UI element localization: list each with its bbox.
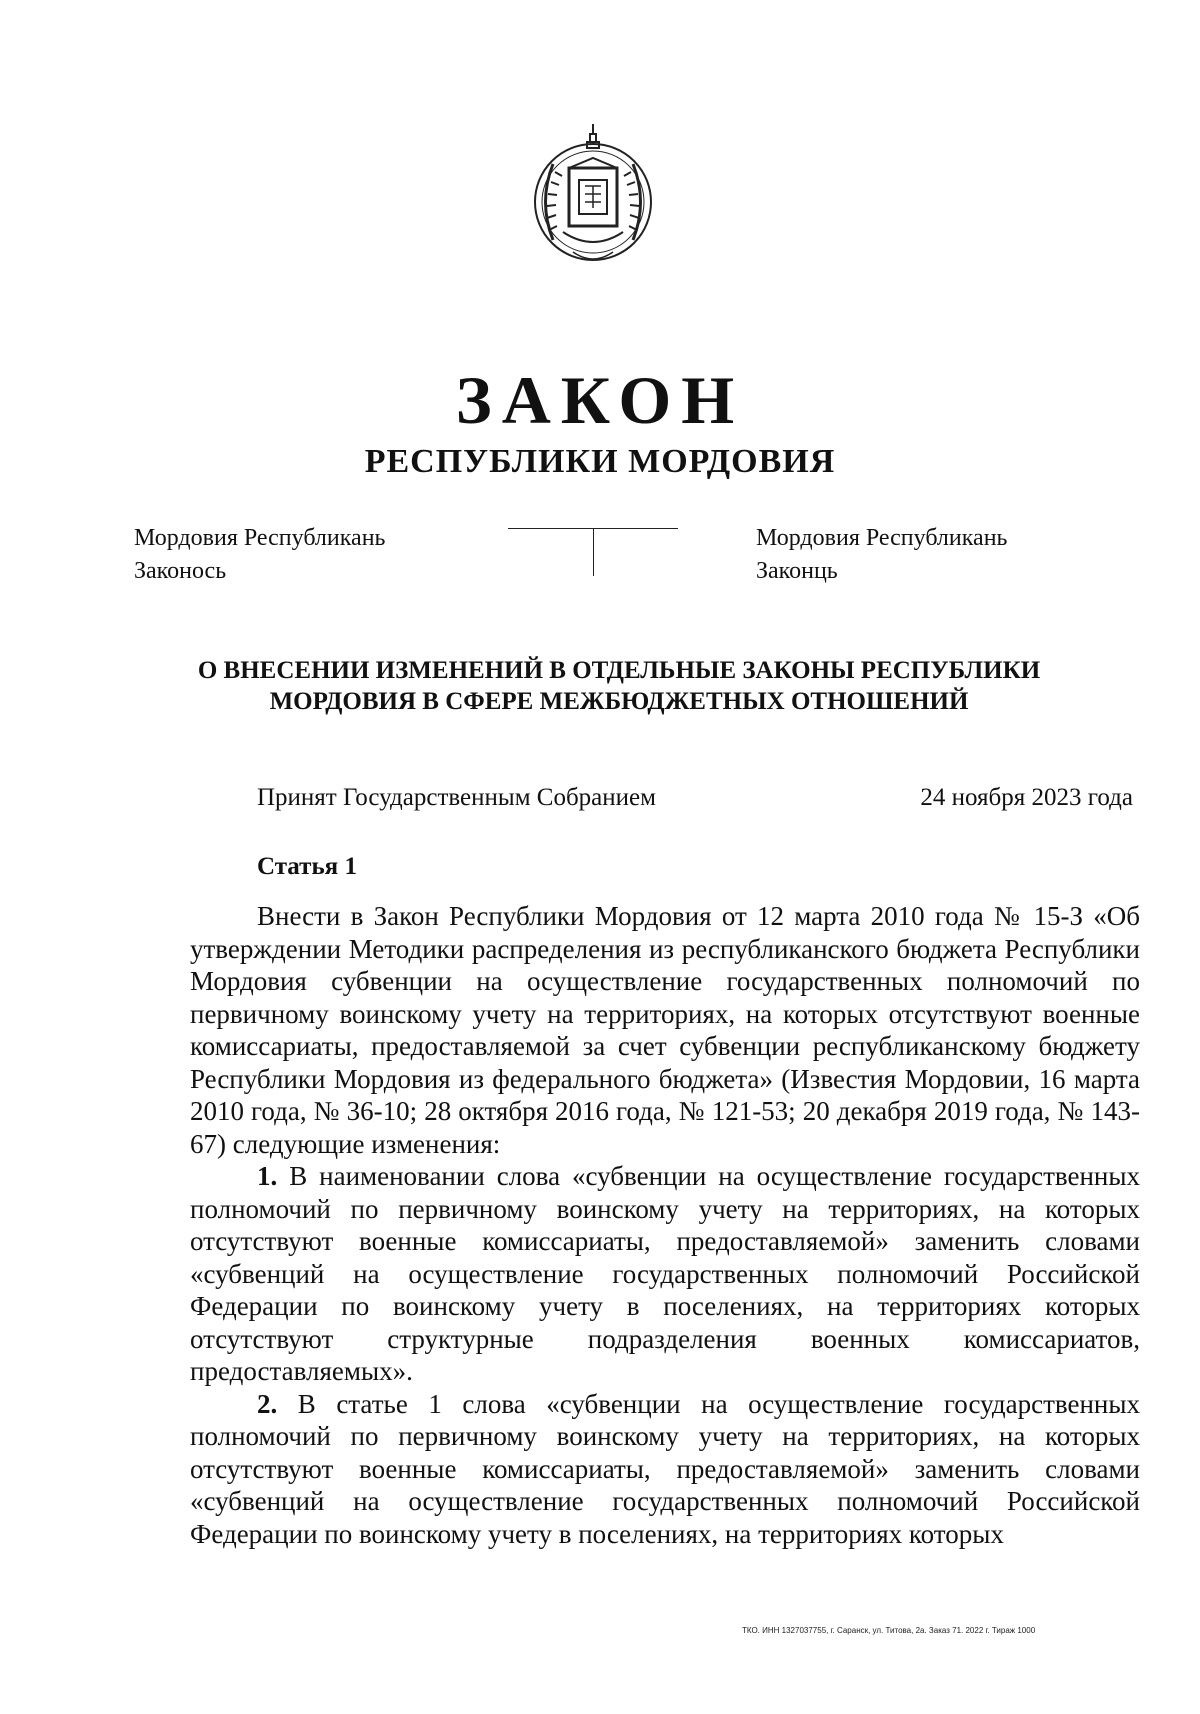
document-subtitle: РЕСПУБЛИКИ МОРДОВИЯ xyxy=(364,443,836,480)
article-item-1 xyxy=(190,1160,1140,1388)
law-name-line2: МОРДОВИЯ В СФЕРЕ МЕЖБЮДЖЕТНЫХ ОТНОШЕНИЙ xyxy=(269,688,969,715)
document-title: ЗАКОН xyxy=(455,362,745,438)
translation-right xyxy=(756,522,1007,588)
article-body xyxy=(190,900,1140,1550)
header-divider-vertical xyxy=(593,528,594,576)
item-number: 1. xyxy=(257,1161,278,1191)
adopted-by: Принят Государственным Собранием xyxy=(257,784,656,811)
law-name-line1: О ВНЕСЕНИИ ИЗМЕНЕНИЙ В ОТДЕЛЬНЫЕ ЗАКОНЫ РЕСПУБЛИКИ xyxy=(197,657,1041,684)
print-imprint: ТКО. ИНН 1327037755, г. Саранск, ул. Титова, 2а. Заказ 71. 2022 г. Тираж 1000 xyxy=(742,1626,1036,1635)
law-name xyxy=(160,655,1078,717)
adoption-date: 24 ноября 2023 года xyxy=(920,784,1133,811)
article-item-2 xyxy=(190,1388,1140,1551)
translation-left-line2: Законось xyxy=(134,558,227,584)
item-text: В наименовании слова «субвенции на осуществление государственных полномочий по первичному воинскому учету на территориях, на которых отсутствуют военные комиссариаты, предоставляемой» заменить словами «субвенций на осуществление государственных полномочий Российской Федерации по воинскому учету в поселениях, на территориях которых отсутствуют структурные подразделения военных комиссариатов, предоставляемых». xyxy=(190,1161,1141,1386)
translation-left xyxy=(134,522,385,588)
item-text: В статье 1 слова «субвенции на осуществление государственных полномочий по первичному воинскому учету на территориях, на которых отсутствуют военные комиссариаты, предоставляемой» заменить словами «субвенций на осуществление государственных полномочий Российской Федерации по воинскому учету в поселениях, на территориях которых xyxy=(190,1388,1140,1549)
translation-right-line1: Мордовия Республикань xyxy=(756,525,1008,551)
item-number: 2. xyxy=(257,1388,278,1419)
article-intro-paragraph: Внести в Закон Республики Мордовия от 12 марта 2010 года № 15-З «Об утверждении Методики распределения из республиканского бюджета Республики Мордовия субвенции на осуществление государственных полномочий по первичному воинскому учету на территориях, на которых отсутствуют военные комиссариаты, предоставляемой за счет субвенции республиканскому бюджету Республики Мордовия из федерального бюджета» (Известия Мордовии, 16 марта 2010 года, № 36-10; 28 октября 2016 года, № 121-53; 20 декабря 2019 года, № 143-67) следующие изменения: xyxy=(190,901,1140,1159)
translation-left-line1: Мордовия Республикань xyxy=(134,525,386,551)
coat-of-arms-icon xyxy=(523,120,663,280)
translation-right-line2: Законць xyxy=(756,558,838,584)
article-heading: Статья 1 xyxy=(257,853,357,880)
